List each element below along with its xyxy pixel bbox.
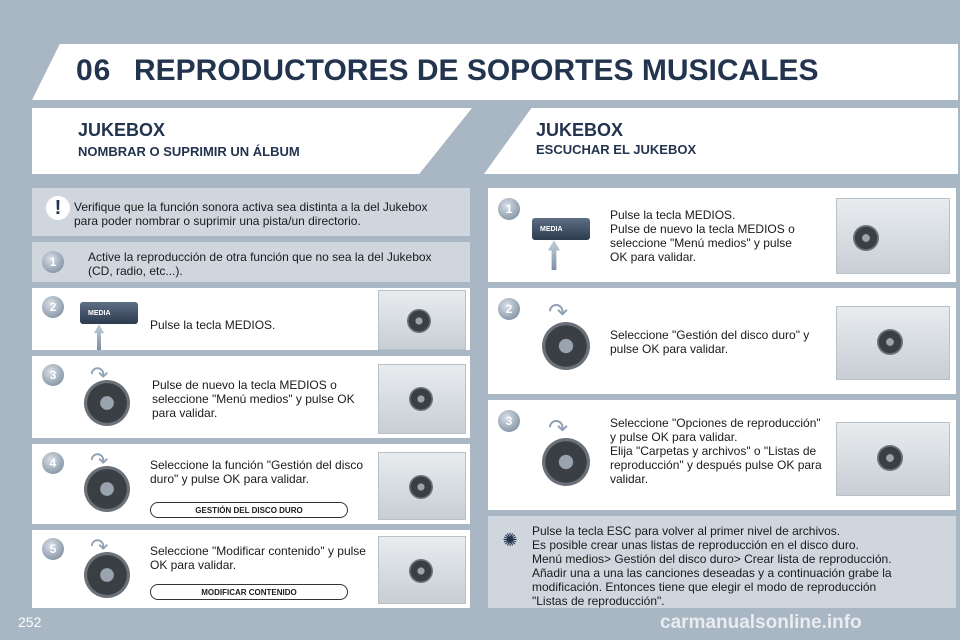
step-text: Pulse la tecla MEDIOS. (150, 318, 276, 332)
media-key-icon: MEDIA (80, 302, 138, 324)
rotary-knob-icon (542, 322, 590, 370)
tip-text: Pulse la tecla ESC para volver al primer nivel de archivos. Es posible crear unas listas de reproducción en el disco duro. Menú medios> Gestión del disco duro> Crear lista de reproducción. Añadir una a una las canciones deseadas y a continuación grabe la modificación. Entonces tiene que elegir el modo de reproducción "Listas de reproducción". (532, 524, 892, 608)
chapter-number: 06 (76, 54, 112, 87)
radio-panel-image (836, 422, 950, 496)
step-text: Pulse de nuevo la tecla MEDIOS o seleccione "Menú medios" y pulse OK para validar. (152, 378, 355, 420)
right-step-2 (488, 288, 956, 394)
rotary-knob-icon (542, 438, 590, 486)
step-text: Pulse la tecla MEDIOS. Pulse de nuevo la tecla MEDIOS o seleccione "Menú medios" y pulse OK para validar. (610, 208, 795, 264)
right-step-1 (488, 188, 956, 282)
rotate-arrow-icon: ↷ (90, 534, 109, 559)
step-number-badge: 2 (42, 296, 64, 318)
radio-panel-image (378, 452, 466, 520)
radio-panel-image (378, 364, 466, 434)
step-number-badge: 3 (42, 364, 64, 386)
page-number: 252 (18, 614, 42, 630)
press-arrow-icon (94, 324, 104, 350)
left-section-title: JUKEBOX (78, 120, 166, 140)
step-text: Seleccione la función "Gestión del disco duro" y pulse OK para validar. (150, 458, 364, 486)
rotate-arrow-icon: ↷ (548, 299, 569, 326)
right-step-3 (488, 400, 956, 510)
left-section-subtitle: NOMBRAR O SUPRIMIR UN ÁLBUM (78, 144, 300, 159)
press-arrow-icon (548, 240, 560, 270)
step-number-badge: 1 (498, 198, 520, 220)
left-step-4 (32, 444, 470, 524)
warning-icon: ! (46, 196, 70, 220)
radio-panel-image (836, 306, 950, 380)
rotate-arrow-icon: ↷ (90, 362, 109, 387)
radio-panel-image (836, 198, 950, 274)
rotate-arrow-icon: ↷ (90, 448, 109, 473)
step-number-badge: 1 (42, 251, 64, 273)
right-tip-row (488, 516, 956, 608)
left-section-header (32, 108, 472, 174)
step-number-badge: 4 (42, 452, 64, 474)
media-key-icon: MEDIA (532, 218, 590, 240)
radio-panel-image (378, 536, 466, 604)
radio-panel-image (378, 290, 466, 350)
left-step-3 (32, 356, 470, 438)
left-step-5 (32, 530, 470, 608)
step-number-badge: 5 (42, 538, 64, 560)
watermark: carmanualsonline.info (660, 612, 862, 633)
left-notice-row (32, 188, 470, 236)
tip-sun-icon: ✺ (502, 529, 518, 550)
step-number-badge: 3 (498, 410, 520, 432)
right-section-header (484, 108, 958, 174)
step-text: Seleccione "Gestión del disco duro" y pulse OK para validar. (610, 328, 810, 356)
rotate-arrow-icon: ↷ (548, 415, 569, 442)
left-step-2 (32, 288, 470, 350)
step-text: Seleccione "Modificar contenido" y pulse OK para validar. (150, 544, 366, 572)
right-section-title: JUKEBOX (536, 120, 624, 140)
page-title: REPRODUCTORES DE SOPORTES MUSICALES (134, 54, 819, 87)
left-notice-text: Verifique que la función sonora activa sea distinta a la del Jukebox para poder nombrar o suprimir una pista/un directorio. (74, 200, 428, 228)
step-number-badge: 2 (498, 298, 520, 320)
right-section-subtitle: ESCUCHAR EL JUKEBOX (536, 142, 697, 157)
gestion-disco-duro-button[interactable]: GESTIÓN DEL DISCO DURO (150, 502, 348, 518)
modificar-contenido-button[interactable]: MODIFICAR CONTENIDO (150, 584, 348, 600)
step-text: Active la reproducción de otra función que no sea la del Jukebox (CD, radio, etc...). (88, 250, 432, 278)
left-step-1 (32, 242, 470, 282)
step-text: Seleccione "Opciones de reproducción" y pulse OK para validar. Elija "Carpetas y archivos" o "Listas de reproducción" y después pulse OK para validar. (610, 416, 822, 486)
